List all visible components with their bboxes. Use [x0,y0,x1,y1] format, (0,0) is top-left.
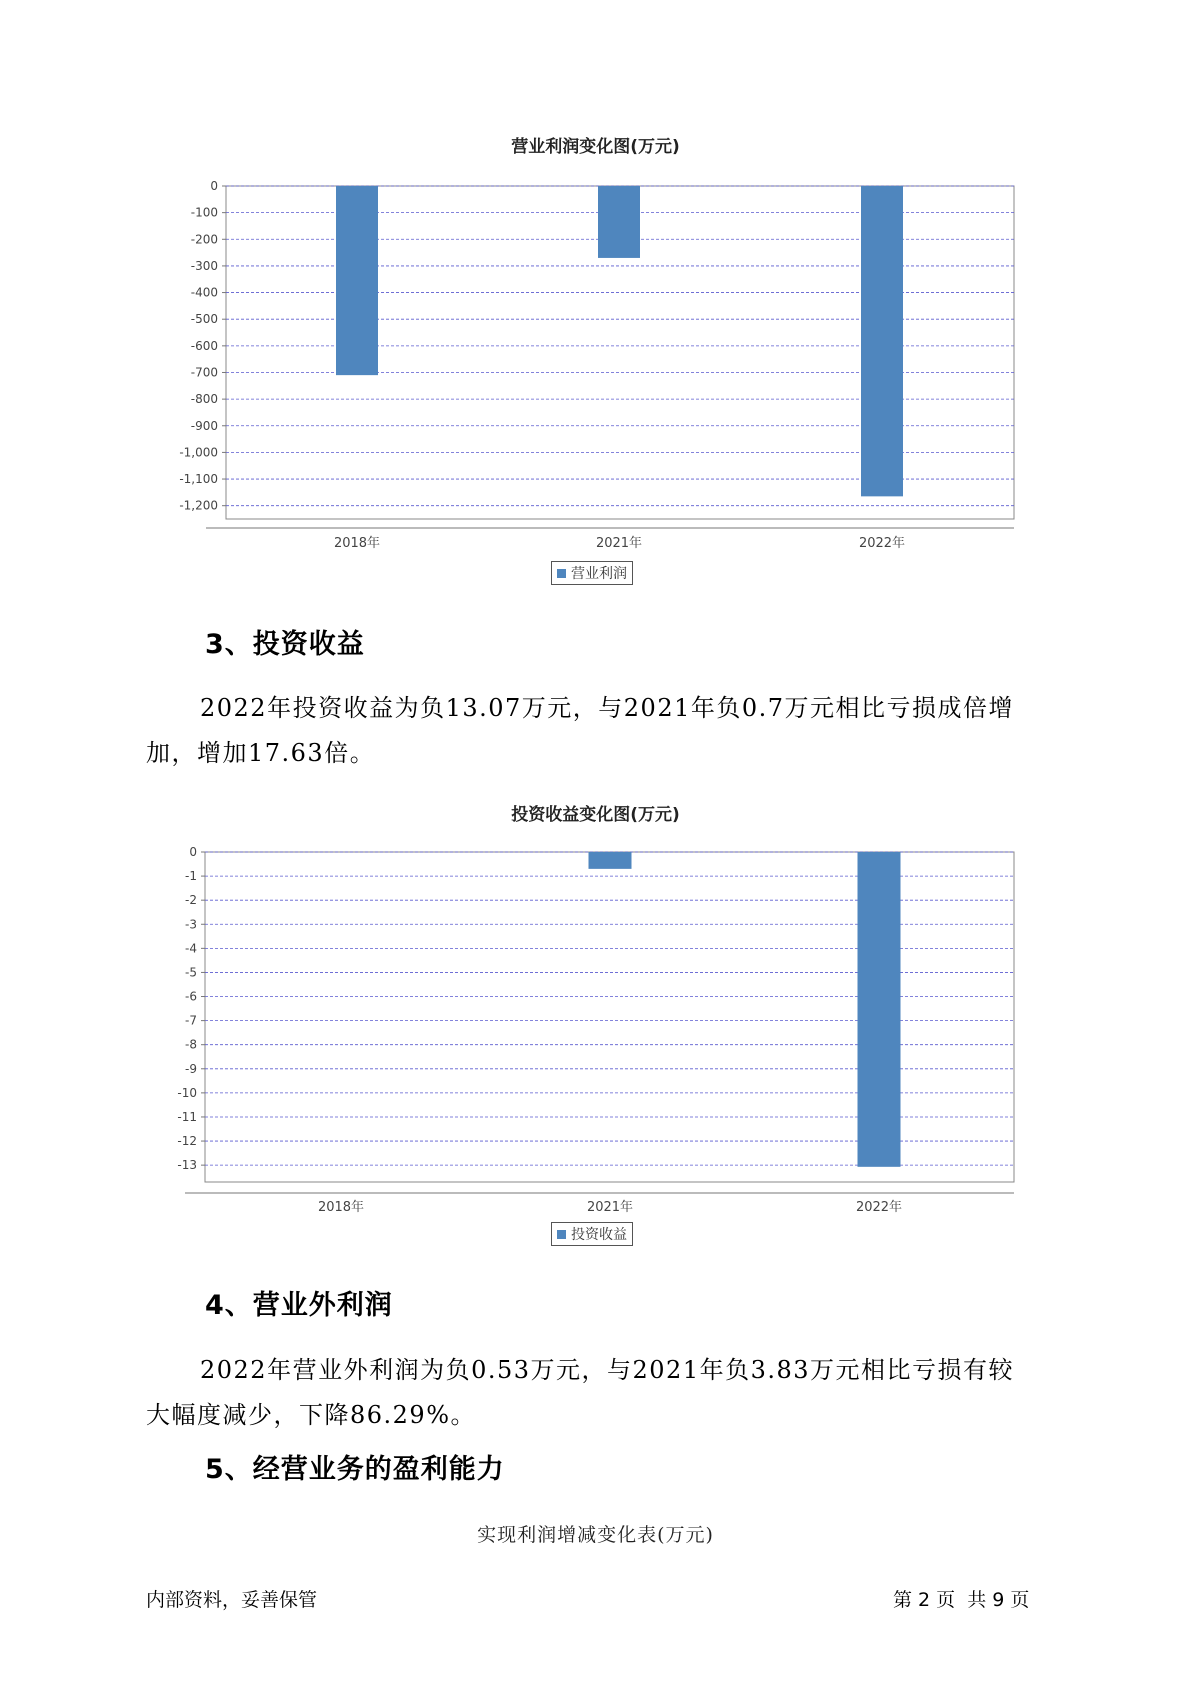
x-tick-label: 2021年 [586,1200,634,1215]
y-tick-label: -3 [185,917,197,932]
x-tick-label: 2021年 [595,536,643,551]
x-tick-label: 2018年 [317,1200,365,1215]
section-4-heading: 4、营业外利润 [205,1290,393,1321]
y-tick-label: -200 [190,232,218,247]
paragraph-line: 2022年投资收益为负13.07万元，与2021年负0.7万元相比亏损成倍增 [200,694,1015,722]
y-tick-label: -2 [185,893,197,908]
y-tick-label: -100 [190,205,218,220]
x-tick-label: 2022年 [855,1200,903,1215]
y-tick-label: -1,100 [179,472,218,487]
y-tick-label: -6 [185,989,197,1004]
paragraph-line: 2022年营业外利润为负0.53万元，与2021年负3.83万元相比亏损有较 [200,1356,1015,1384]
y-tick-label: -600 [190,338,218,353]
y-tick-label: -5 [185,965,197,980]
paragraph-line: 加，增加17.63倍。 [146,739,376,767]
y-tick-label: 0 [189,845,197,859]
y-tick-label: -700 [190,365,218,380]
y-tick-label: -500 [190,312,218,327]
section-3-heading: 3、投资收益 [205,629,365,660]
y-tick-label: -10 [177,1085,197,1100]
y-tick-label: 0 [210,179,218,193]
footer-page-number: 第 2 页 共 9 页 [893,1589,1030,1611]
y-tick-label: -1,200 [179,498,218,513]
y-tick-label: -4 [185,941,197,956]
section-4-paragraph [146,1348,1046,1438]
x-tick-label: 2018年 [333,536,381,551]
footer-confidential-note: 内部资料，妥善保管 [146,1589,318,1611]
table-caption: 实现利润增减变化表(万元) [477,1524,714,1546]
y-tick-label: -7 [185,1013,197,1028]
y-tick-label: -300 [190,258,218,273]
chart-title-operating-profit: 营业利润变化图(万元) [511,137,680,157]
legend-label: 投资收益 [571,1227,627,1243]
legend-swatch [557,1230,566,1239]
y-tick-label: -11 [177,1109,197,1124]
y-tick-label: -9 [185,1061,197,1076]
y-tick-label: -1,000 [179,445,218,460]
section-5-heading: 5、经营业务的盈利能力 [205,1454,505,1485]
bar-2021年 [589,852,632,869]
y-tick-label: -400 [190,285,218,300]
bar-2022年 [858,852,901,1167]
y-tick-label: -800 [190,392,218,407]
y-tick-label: -12 [177,1134,197,1149]
paragraph-line: 大幅度减少，下降86.29%。 [146,1401,477,1429]
y-tick-label: -1 [185,869,197,884]
x-tick-label: 2022年 [858,536,906,551]
legend-label: 营业利润 [571,566,627,582]
chart-title-investment-income: 投资收益变化图(万元) [511,805,680,825]
legend-investment-income [551,1222,633,1246]
y-tick-label: -13 [177,1158,197,1173]
y-tick-label: -900 [190,418,218,433]
y-tick-label: -8 [185,1037,197,1052]
